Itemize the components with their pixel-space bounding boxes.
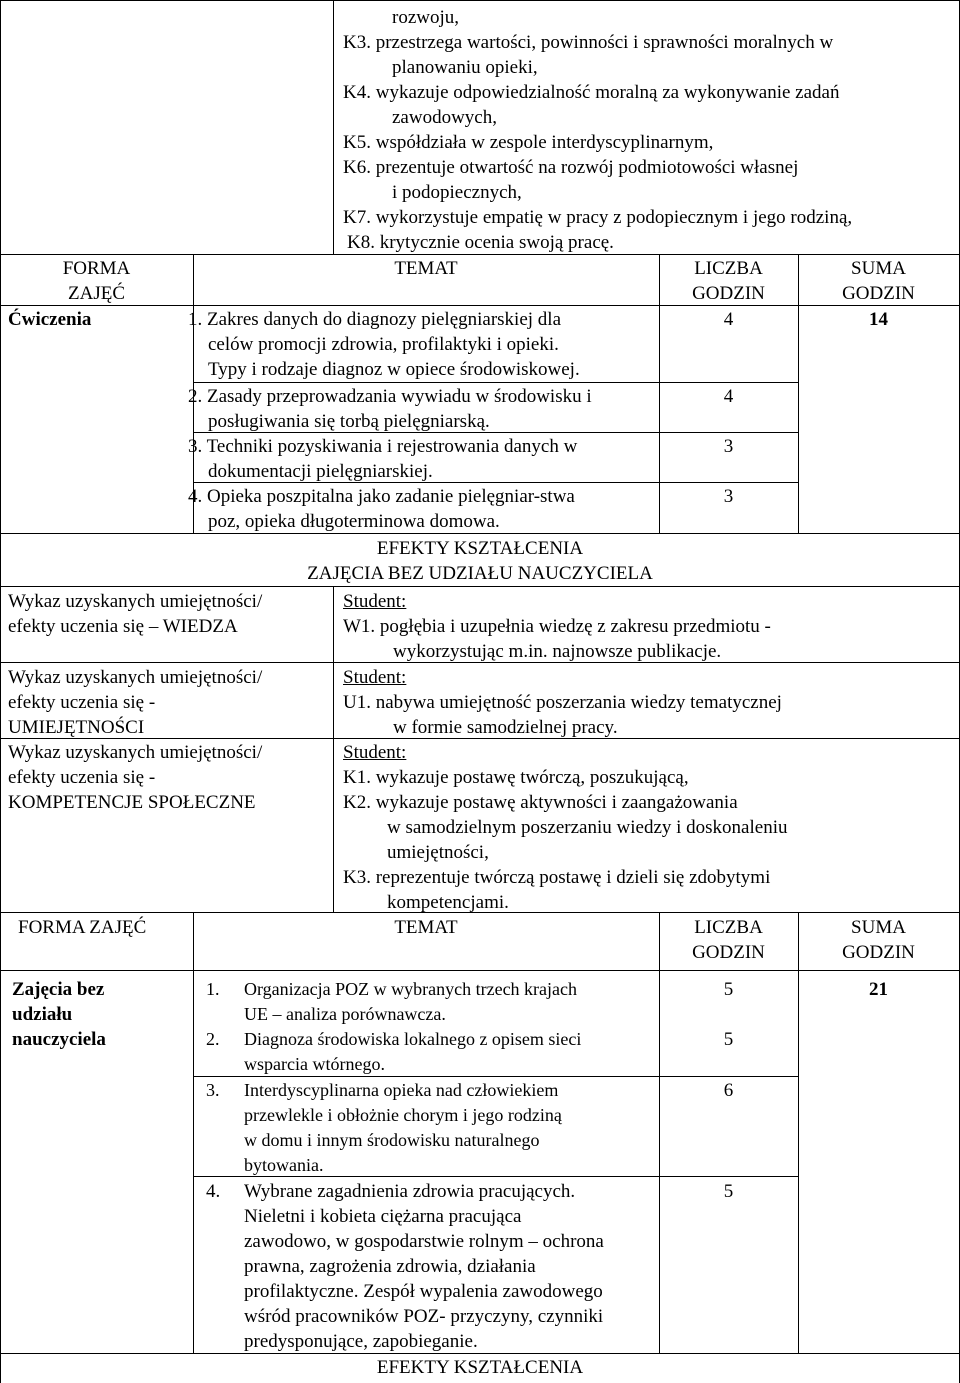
competence-line: i podopiecznych, [392,182,522,203]
competence-line: rozwoju, [392,7,460,28]
topic-line: bytowania. [244,1155,324,1175]
effects-label: Wykaz uzyskanych umiejętności/ [8,667,263,688]
topic-number: 4. [206,1181,221,1202]
topic-hours: 4 [723,309,734,330]
effect-line: U1. nabywa umiejętność poszerzania wiedzy tematycznej [343,692,782,713]
topic-number: 1. [206,979,220,999]
topic-hours: 6 [723,1080,734,1101]
effect-line: K3. reprezentuje twórczą postawę i dzieli się zdobytymi [343,867,771,888]
header-suma: GODZIN [842,942,915,963]
topic-line: Organizacja POZ w wybranych trzech krajach [244,979,578,999]
rule [0,0,960,1]
topic-line: posługiwania się torbą pielęgniarską. [208,411,490,432]
topic-line: poz, opieka długoterminowa domowa. [208,511,500,532]
competence-line: K7. wykorzystuje empatię w pracy z podopiecznym i jego rodziną, [343,207,853,228]
topic-line: celów promocji zdrowia, profilaktyki i opieki. [208,334,559,355]
topic-line: wśród pracowników POZ- przyczyny, czynniki [244,1306,604,1327]
header-forma: FORMA [62,258,131,279]
header-liczba: LICZBA [694,917,763,938]
topic-line: wsparcia wtórnego. [244,1054,385,1074]
topic-number: 2. [206,1029,220,1049]
effects-title: EFEKTY KSZTAŁCENIA [376,538,584,559]
student-label: Student: [343,667,407,688]
effect-line: K2. wykazuje postawę aktywności i zaangażowania [343,792,738,813]
topic-line: 3. Techniki pozyskiwania i rejestrowania danych w [188,436,578,457]
footer-title: EFEKTY KSZTAŁCENIA [376,1357,584,1378]
header-temat: TEMAT [394,258,458,279]
effect-line: K1. wykazuje postawę twórczą, poszukującą, [343,767,689,788]
rule [0,586,960,587]
student-label: Student: [343,591,407,612]
effects-label: KOMPETENCJE SPOŁECZNE [8,792,256,813]
effects-label: efekty uczenia się - [8,692,156,713]
competence-line: zawodowych, [392,107,497,128]
topic-hours: 5 [723,1181,734,1202]
effect-line: wykorzystując m.in. najnowsze publikacje. [393,641,722,662]
header-liczba: GODZIN [692,283,765,304]
topic-line: przewlekle i obłożnie chorym i jego rodziną [244,1105,562,1125]
effects-label: Wykaz uzyskanych umiejętności/ [8,591,263,612]
topic-line: Wybrane zagadnienia zdrowia pracujących. [244,1181,576,1202]
topic-line: Typy i rodzaje diagnoz w opiece środowiskowej. [208,359,580,380]
rule [193,912,194,1353]
competence-line: K8. krytycznie ocenia swoją pracę. [347,232,614,253]
topic-line: Diagnoza środowiska lokalnego z opisem sieci [244,1029,582,1049]
rule [193,382,798,383]
topic-line: 4. Opieka poszpitalna jako zadanie pielęgniar-stwa [188,486,575,507]
topic-line: Interdyscyplinarna opieka nad człowiekiem [244,1080,559,1100]
effect-line: kompetencjami. [387,892,509,913]
header-forma: ZAJĘĆ [68,283,125,304]
topic-line: 1. Zakres danych do diagnozy pielęgniarskiej dla [188,309,562,330]
competence-line: K3. przestrzega wartości, powinności i sprawności moralnych w [343,32,834,53]
effect-line: w samodzielnym poszerzaniu wiedzy i doskonaleniu [387,817,788,838]
header-liczba: LICZBA [694,258,763,279]
sum-total: 21 [869,979,888,1000]
effect-line: W1. pogłębia i uzupełnia wiedzę z zakresu przedmiotu - [343,616,771,637]
effects-label: Wykaz uzyskanych umiejętności/ [8,742,263,763]
topic-hours: 4 [723,386,734,407]
topic-hours: 3 [723,436,734,457]
topic-number: 3. [206,1080,220,1100]
effect-line: w formie samodzielnej pracy. [393,717,618,738]
effect-line: umiejętności, [387,842,489,863]
topic-line: dokumentacji pielęgniarskiej. [208,461,433,482]
topic-line: profilaktyczne. Zespół wypalenia zawodowego [244,1281,603,1302]
competence-line: K5. współdziała w zespole interdyscyplinarnym, [343,132,714,153]
topic-hours: 3 [723,486,734,507]
competence-line: K6. prezentuje otwartość na rozwój podmiotowości własnej [343,157,799,178]
competence-line: K4. wykazuje odpowiedzialność moralną za wykonywanie zadań [343,82,840,103]
topic-line: Nieletni i kobieta ciężarna pracująca [244,1206,522,1227]
header-liczba: GODZIN [692,942,765,963]
form-name: Zajęcia bez [12,979,105,1000]
form-name: Ćwiczenia [8,309,92,330]
topic-line: 2. Zasady przeprowadzania wywiadu w środowisku i [188,386,592,407]
rule [333,586,334,912]
header-temat: TEMAT [394,917,458,938]
rule [0,1353,960,1354]
topic-hours: 5 [723,979,734,1000]
header-suma: GODZIN [842,283,915,304]
sum-total: 14 [869,309,888,330]
effects-label: UMIEJĘTNOŚCI [8,717,145,738]
header-suma: SUMA [851,258,906,279]
topic-line: zawodowo, w gospodarstwie rolnym – ochrona [244,1231,604,1252]
topic-line: UE – analiza porównawcza. [244,1004,446,1024]
form-name: udziału [12,1004,73,1025]
topic-hours: 5 [723,1029,734,1050]
effects-label: efekty uczenia się – WIEDZA [8,616,238,637]
topic-line: prawna, zagrożenia zdrowia, działania [244,1256,536,1277]
rule [333,0,334,254]
effects-label: efekty uczenia się - [8,767,156,788]
effects-subtitle: ZAJĘCIA BEZ UDZIAŁU NAUCZYCIELA [307,563,653,584]
rule [0,970,960,971]
student-label: Student: [343,742,407,763]
rule [0,0,1,1383]
header-forma: FORMA ZAJĘĆ [18,917,147,938]
header-suma: SUMA [851,917,906,938]
topic-line: w domu i innym środowisku naturalnego [244,1130,540,1150]
topic-line: predysponujące, zapobieganie. [244,1331,478,1352]
competence-line: planowaniu opieki, [392,57,538,78]
form-name: nauczyciela [12,1029,106,1050]
